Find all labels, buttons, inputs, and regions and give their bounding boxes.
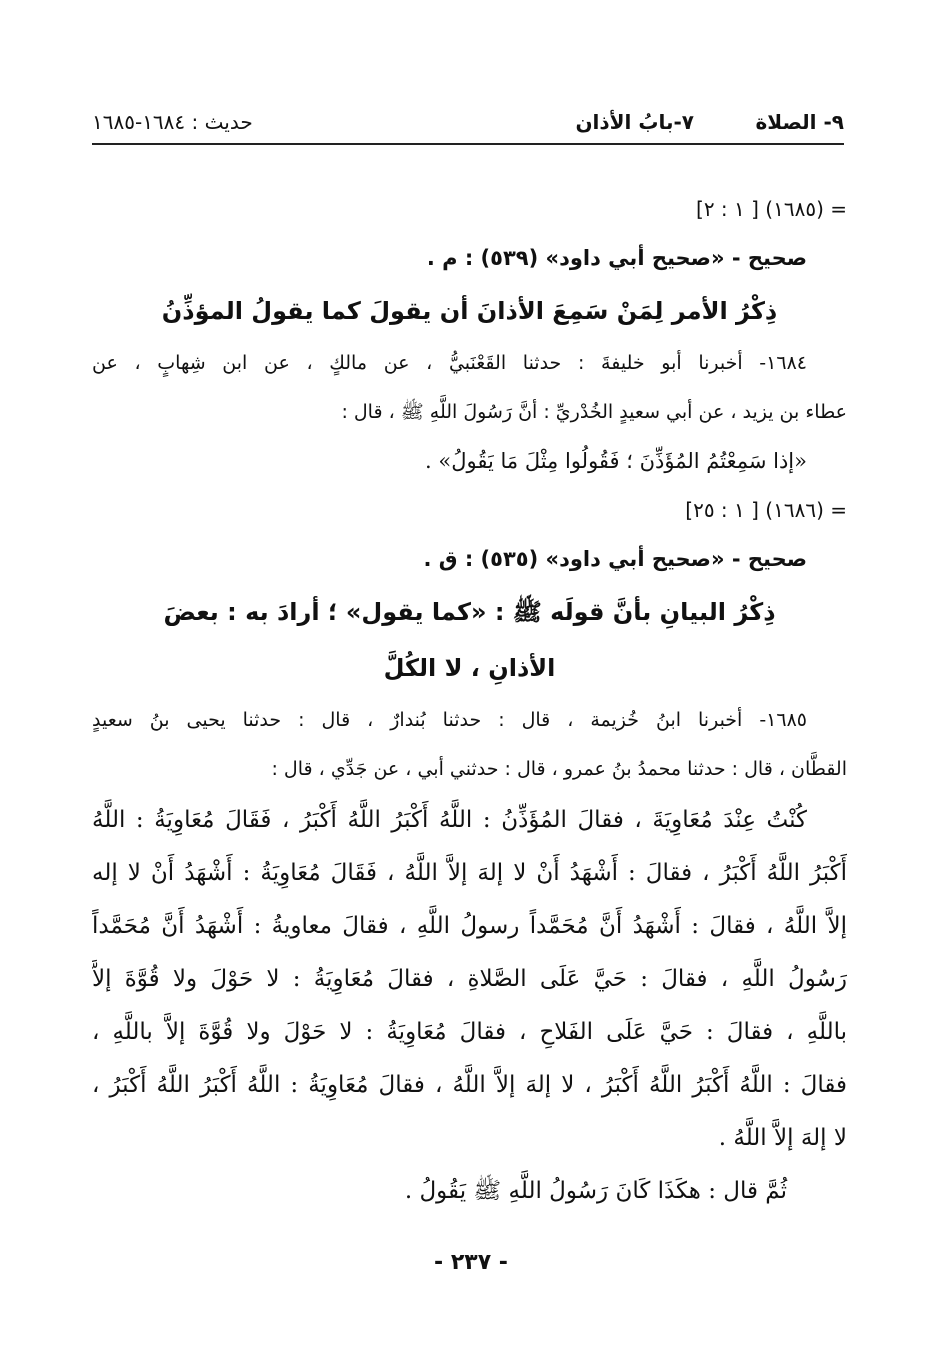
matn-line-4: رَسُولُ اللَّهِ ، فقالَ : حَيَّ عَلَى الصَّلاةِ ، فقالَ مُعَاوِيَةُ : لا حَوْلَ ولا قُوَّةَ إلاَّ [92,966,847,992]
matn-line-8: ثُمَّ قال : هكَذَا كَانَ رَسُولُ اللَّهِ ﷺ يَقُولُ . [404,1178,787,1204]
header-rule [92,143,844,145]
hadith-1684-matn: «إذا سَمِعْتُمُ المُؤَذِّنَ ؛ فَقُولُوا مِثْلَ مَا يَقُولُ» . [425,449,807,473]
reference-1685: = (١٦٨٥) [ ١ : ٢] [696,197,847,221]
matn-line-7: لا إلهَ إلاَّ اللَّهُ . [718,1125,847,1151]
hadith-1685-isnad-line2: القطَّان ، قال : حدثنا محمدُ بنُ عمرو ، قال : حدثني أبي ، عن جَدِّي ، قال : [271,758,847,780]
bab-title: ٧-بابُ الأذان [575,110,694,134]
hadith-1685-isnad-line1: ١٦٨٥- أخبرنا ابنُ خُزيمة ، قال : حدثنا بُندارٌ ، قال : حدثنا يحيى بنُ سعيدٍ [92,709,807,731]
matn-line-2: أَكْبَرُ اللَّهُ أَكْبَرُ ، فقالَ : أَشْهَدُ أَنْ لا إلهَ إلاَّ اللَّهُ ، فَقَالَ مُعَاوِيَةُ : أَشْهَدُ أَنْ لا إله [92,860,847,886]
grade-note-2: صحيح - «صحيح أبي داود» (٥٣٥) : ق . [423,547,807,571]
page-body [92,185,847,1218]
chapter-title: ٩- الصلاة [755,110,844,134]
section-heading-2b: الأذانِ ، لا الكُلَّ [383,654,556,682]
section-heading-2a: ذِكْرُ البيانِ بأنَّ قولَه ﷺ : «كما يقول» ؛ أرادَ به : بعضَ [163,598,776,626]
grade-note-1: صحيح - «صحيح أبي داود» (٥٣٩) : م . [426,246,807,270]
running-header [92,100,844,144]
hadith-range: حديث : ١٦٨٤-١٦٨٥ [92,110,253,134]
section-heading-1: ذِكْرُ الأمر لِمَنْ سَمِعَ الأذانَ أن يقولَ كما يقولُ المؤذِّنُ [161,297,778,325]
matn-line-6: فقالَ : اللَّهُ أَكْبَرُ اللَّهُ أَكْبَرُ ، لا إلهَ إلاَّ اللَّهُ ، فقالَ مُعَاوِيَةُ : اللَّهُ أَكْبَرُ اللَّهُ أَكْبَرُ ، [92,1072,847,1098]
matn-line-3: إلاَّ اللَّهُ ، فقالَ : أَشْهَدُ أَنَّ مُحَمَّداً رسولُ اللَّهِ ، فقالَ معاويةُ : أَشْهَدُ أَنَّ مُحَمَّداً [92,913,847,939]
hadith-1684-isnad-line2: عطاء بن يزيد ، عن أبي سعيدٍ الخُدْريِّ : أنَّ رَسُولَ اللَّهِ ﷺ ، قال : [341,401,847,423]
hadith-1684-isnad-line1: ١٦٨٤- أخبرنا أبو خليفةَ : حدثنا القَعْنَبيُّ ، عن مالكٍ ، عن ابن شِهابٍ ، عن [92,352,807,374]
matn-line-5: باللَّهِ ، فقالَ : حَيَّ عَلَى الفَلاحِ ، فقالَ مُعَاوِيَةُ : لا حَوْلَ ولا قُوَّةَ إلاَّ باللَّهِ ، [92,1019,847,1045]
page-number: - ٢٣٧ - [434,1250,508,1275]
matn-line-1: كُنْتُ عِنْدَ مُعَاوِيَةَ ، فقالَ المُؤَذِّنُ : اللَّهُ أَكْبَرُ اللَّهُ أَكْبَرُ ، فَقَالَ مُعَاوِيَةُ : اللَّهُ [92,807,807,833]
reference-1686: = (١٦٨٦) [ ١ : ٢٥] [685,498,847,522]
